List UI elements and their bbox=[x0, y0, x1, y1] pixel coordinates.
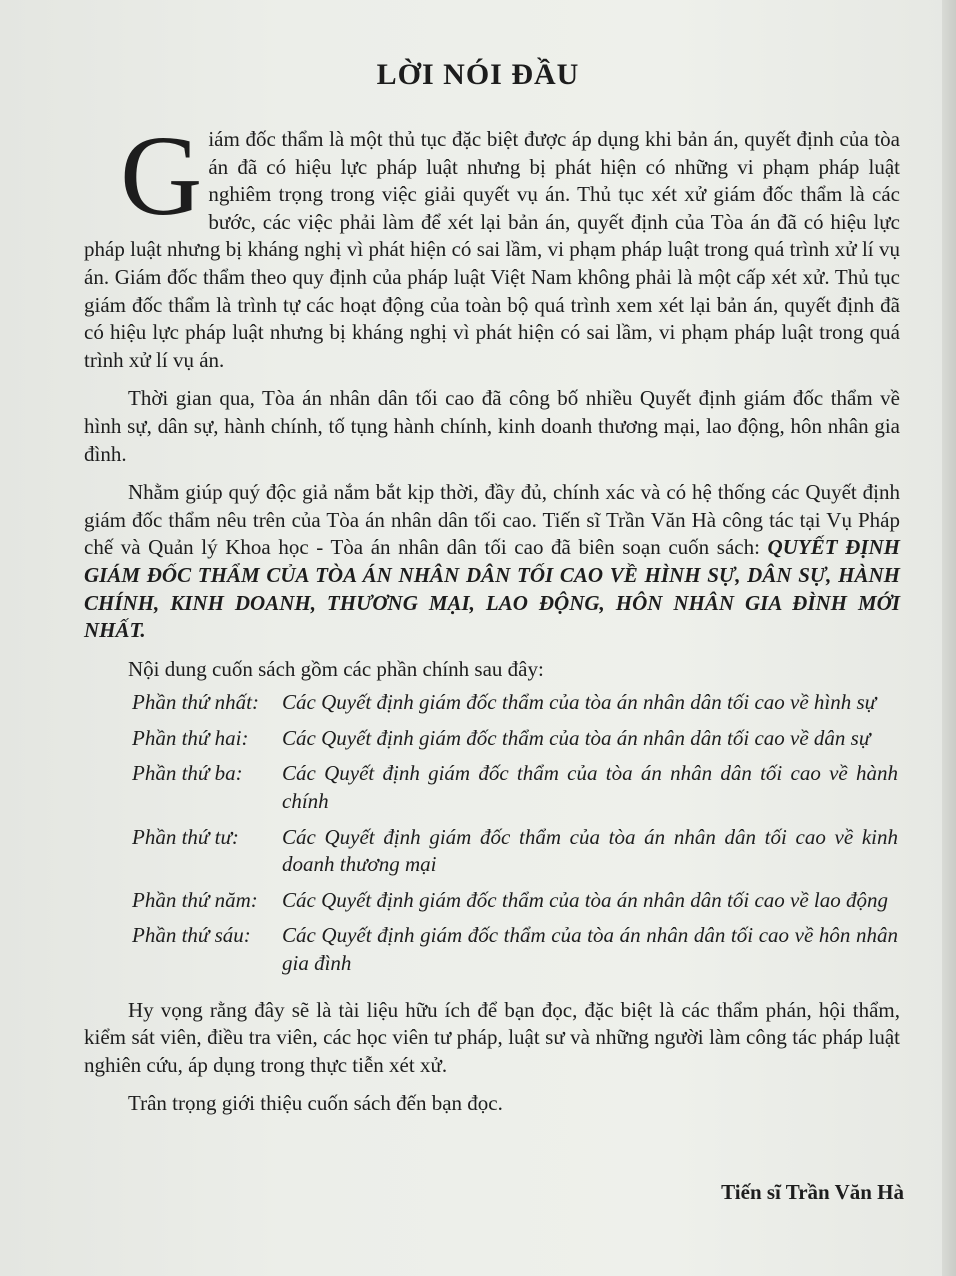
closing-line: Trân trọng giới thiệu cuốn sách đến bạn đọc. bbox=[128, 1091, 503, 1116]
page-gutter bbox=[942, 0, 956, 1276]
parts-list bbox=[84, 689, 900, 977]
intro-text: iám đốc thẩm là một thủ tục đặc biệt được áp dụng khi bản án, quyết định của tòa án đã có hiệu lực pháp luật nhưng bị phát hiện có những vi phạm pháp luật nghiêm trọng trong việc giải quyết vụ án. Thủ tục xét xử giám đốc thẩm là các bước, các việc phải làm để xét lại bản án, quyết định của Tòa án đã có hiệu lực pháp luật nhưng bị kháng nghị vì phát hiện có sai lầm, vi phạm pháp luật trong quá trình xử lí vụ án. Giám đốc thẩm theo quy định của pháp luật Việt Nam không phải là một cấp xét xử. Thủ tục giám đốc thẩm là trình tự các hoạt động của toàn bộ quá trình xem xét lại bản án, quyết định đã có hiệu lực pháp luật nhưng bị kháng nghị vì phát hiện có sai lầm, vi phạm pháp luật trong quá trình xử lí vụ án. bbox=[84, 127, 900, 372]
part-description: Các Quyết định giám đốc thẩm của tòa án nhân dân tối cao về kinh doanh thương mại bbox=[282, 824, 898, 877]
part-description: Các Quyết định giám đốc thẩm của tòa án nhân dân tối cao về lao động bbox=[282, 887, 888, 912]
part-item bbox=[84, 725, 900, 753]
part-item bbox=[84, 887, 900, 915]
paragraph-hope: Hy vọng rằng đây sẽ là tài liệu hữu ích để bạn đọc, đặc biệt là các thẩm phán, hội thẩm, kiểm sát viên, điều tra viên, các học viên tư pháp, luật sư và những người làm công tác pháp luật nghiên cứu, áp dụng trong thực tiễn xét xử. bbox=[84, 997, 900, 1077]
part-item bbox=[84, 689, 900, 717]
part-description: Các Quyết định giám đốc thẩm của tòa án nhân dân tối cao về hôn nhân gia đình bbox=[282, 923, 898, 976]
part-label: Phần thứ năm: bbox=[132, 887, 258, 912]
paragraph-publications: Thời gian qua, Tòa án nhân dân tối cao đã công bố nhiều Quyết định giám đốc thẩm về hình sự, dân sự, hành chính, tố tụng hành chính, kinh doanh thương mại, lao động, hôn nhân gia đình. bbox=[84, 386, 900, 466]
part-item bbox=[84, 760, 900, 815]
part-description: Các Quyết định giám đốc thẩm của tòa án nhân dân tối cao về hình sự bbox=[282, 690, 877, 715]
page-title: LỜI NÓI ĐẦU bbox=[376, 58, 580, 91]
part-label: Phần thứ tư: bbox=[132, 824, 239, 849]
purpose-text: Nhằm giúp quý độc giả nắm bắt kịp thời, đầy đủ, chính xác và có hệ thống các Quyết định giám đốc thẩm nêu trên của Tòa án nhân dân tối cao. Tiến sĩ Trần Văn Hà công tác tại Vụ Pháp chế và Quản lý Khoa học - Tòa án nhân dân tối cao đã biên soạn cuốn sách: bbox=[84, 480, 900, 560]
body-text bbox=[84, 112, 900, 1118]
part-description: Các Quyết định giám đốc thẩm của tòa án nhân dân tối cao về dân sự bbox=[282, 725, 871, 750]
drop-cap: G bbox=[120, 112, 203, 239]
part-item bbox=[84, 922, 900, 977]
book-title: QUYẾT ĐỊNH GIÁM ĐỐC THẨM CỦA TÒA ÁN NHÂN DÂN TỐI CAO VỀ HÌNH SỰ, DÂN SỰ, HÀNH CHÍNH, KINH DOANH, THƯƠNG MẠI, LAO ĐỘNG, HÔN NHÂN GIA ĐÌNH MỚI NHẤT. bbox=[84, 535, 900, 643]
part-item bbox=[84, 824, 900, 879]
part-label: Phần thứ nhất: bbox=[132, 690, 259, 715]
author-signature: Tiến sĩ Trần Văn Hà bbox=[721, 1180, 904, 1204]
intro-paragraph bbox=[84, 112, 900, 374]
part-label: Phần thứ hai: bbox=[132, 725, 249, 750]
part-label: Phần thứ ba: bbox=[132, 761, 243, 786]
part-label: Phần thứ sáu: bbox=[132, 923, 251, 948]
part-description: Các Quyết định giám đốc thẩm của tòa án nhân dân tối cao về hành chính bbox=[282, 761, 898, 814]
contents-intro: Nội dung cuốn sách gồm các phần chính sau đây: bbox=[128, 656, 544, 681]
paragraph-purpose bbox=[84, 479, 900, 645]
